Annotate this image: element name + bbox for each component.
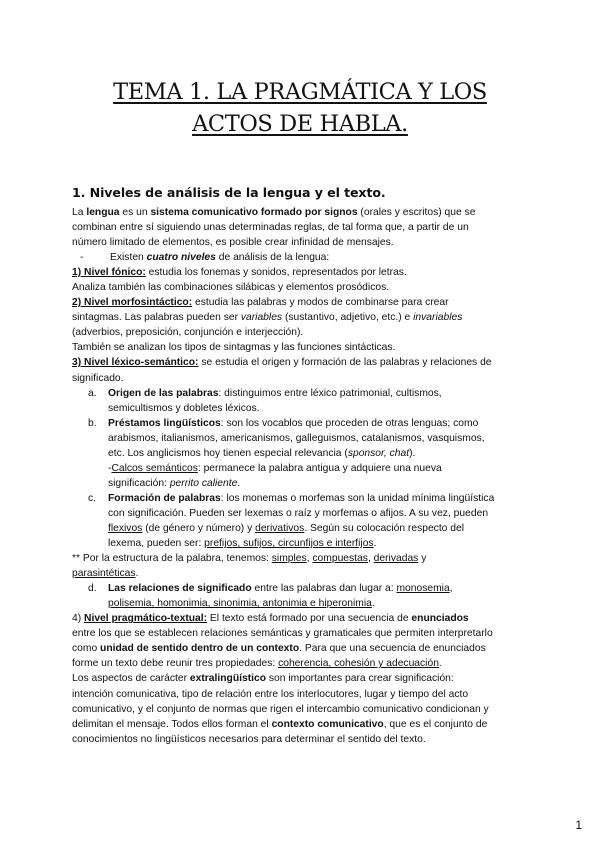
list-item-b: b. Préstamos lingüísticos: son los vocablos que proceden de otras lenguas; como xyxy=(88,417,479,429)
paragraph-line: Analiza también las combinaciones silábicas y elementos prosódicos. xyxy=(72,282,390,294)
paragraph-line: forme un texto debe reunir tres propiedades: coherencia, cohesión y adecuación. xyxy=(72,658,442,670)
paragraph-line: (adverbios, preposición, conjunción e interjección). xyxy=(72,327,304,339)
level-1: 1) Nivel fónico: estudia los fonemas y sonidos, representados por letras. xyxy=(72,267,407,279)
paragraph-line: entre los que se establecen relaciones semánticas y gramaticales que permiten interpretarlo xyxy=(72,628,493,640)
document-body xyxy=(72,205,572,747)
paragraph-line: arabismos, italianismos, americanismos, galleguismos, catalanismos, vasquismos, xyxy=(108,432,485,444)
paragraph-line: La lengua es un sistema comunicativo formado por signos (orales y escritos) que se xyxy=(72,207,476,218)
paragraph-line: delimitan el mensaje. Todos ellos forman el contexto comunicativo, que es el conjunto de xyxy=(72,718,488,730)
paragraph-line: lexema, pueden ser: prefijos, sufijos, circunfijos e interfijos. xyxy=(108,538,377,550)
note-line: ** Por la estructura de la palabra, tenemos: simples, compuestas, derivadas y xyxy=(72,553,427,565)
paragraph-line: conocimientos no lingüísticos necesarios para determinar el sentido del texto. xyxy=(72,733,426,745)
level-4: 4) Nivel pragmático-textual: El texto está formado por una secuencia de enunciados xyxy=(72,613,469,625)
page-number: 1 xyxy=(575,818,582,832)
paragraph-line: comunicativo, y el conjunto de normas que rigen el intercambio comunicativo condicionan y xyxy=(72,703,489,715)
list-item-d: d. Las relaciones de significado entre las palabras dan lugar a: monosemia, xyxy=(88,583,453,595)
paragraph-line: como unidad de sentido dentro de un contexto. Para que una secuencia de enunciados xyxy=(72,643,486,655)
page-title: TEMA 1. LA PRAGMÁTICA Y LOS ACTOS DE HABLA. xyxy=(113,79,487,137)
paragraph-line: etc. Los anglicismos hoy tienen especial relevancia (sponsor, chat). xyxy=(108,447,416,459)
paragraph-line: significación: perrito caliente. xyxy=(108,477,241,489)
paragraph-line: -Calcos semánticos: permanece la palabra antigua y adquiere una nueva xyxy=(108,462,442,474)
section-heading: 1. Niveles de análisis de la lengua y el texto. xyxy=(72,185,386,200)
paragraph-line: sintagmas. Las palabras pueden ser variables (sustantivo, adjetivo, etc.) e invariables xyxy=(72,312,463,324)
paragraph-line: número limitado de elementos, es posible crear infinidad de mensajes. xyxy=(72,237,394,249)
paragraph-line: También se analizan los tipos de sintagmas y las funciones sintácticas. xyxy=(72,342,396,354)
paragraph-line: polisemia, homonimia, sinonimia, antonimia e hiperonimia. xyxy=(108,598,375,610)
note-line: parasintéticas. xyxy=(72,568,139,580)
bullet-item: - Existen cuatro niveles de análisis de la lengua: xyxy=(80,252,330,264)
paragraph-line: intención comunicativa, tipo de relación entre los interlocutores, lugar y tiempo del acto xyxy=(72,688,469,700)
paragraph-line: significado. xyxy=(72,372,124,384)
level-3: 3) Nivel léxico-semántico: se estudia el origen y formación de las palabras y relaciones de xyxy=(72,357,492,369)
paragraph-line: combinan entre sí siguiendo unas determinadas reglas, de tal forma que, a partir de un xyxy=(72,222,469,234)
list-item-a: a. Origen de las palabras: distinguimos entre léxico patrimonial, cultismos, xyxy=(88,387,442,399)
paragraph-line: Los aspectos de carácter extralingüístico son importantes para crear significación: xyxy=(72,673,454,685)
paragraph-line: semicultismos y dobletes léxicos. xyxy=(108,402,260,414)
level-2: 2) Nivel morfosintáctico: estudia las palabras y modos de combinarse para crear xyxy=(72,297,449,309)
list-item-c: c. Formación de palabras: los monemas o morfemas son la unidad mínima lingüística xyxy=(88,492,495,504)
paragraph-line: flexivos (de género y número) y derivativos. Según su colocación respecto del xyxy=(108,522,465,534)
paragraph-line: con significación. Pueden ser lexemas o raíz y morfemas o afijos. A su vez, pueden xyxy=(108,507,489,519)
